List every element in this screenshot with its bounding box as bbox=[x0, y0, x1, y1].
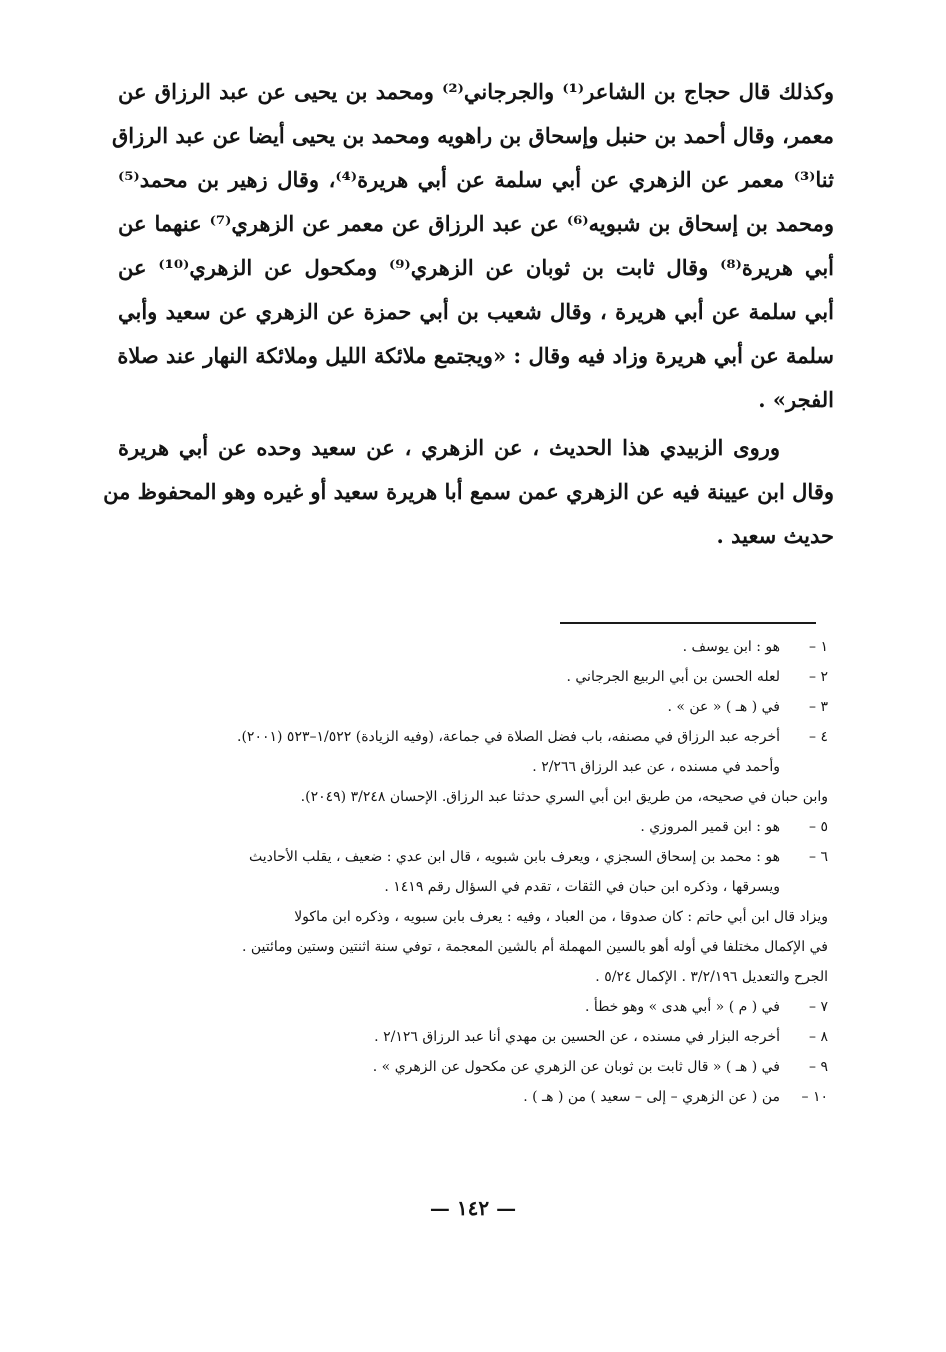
footnote bbox=[112, 1022, 828, 1052]
page-number: — ١٤٢ — bbox=[429, 1196, 517, 1220]
main-paragraph-1 bbox=[111, 70, 835, 422]
footnote-number: ٧ – bbox=[809, 999, 828, 1015]
footnote bbox=[112, 992, 828, 1022]
footnote-text: هو : محمد بن إسحاق السجزي ، ويعرف بابن شبويه ، قال ابن عدي : ضعيف ، يقلب الأحاديث bbox=[249, 849, 780, 865]
footnote-text: وأحمد في مسنده ، عن عبد الرزاق ٢/٢٦٦ . bbox=[532, 759, 780, 775]
main-paragraph-2 bbox=[103, 426, 834, 558]
footnote-text: هو : ابن يوسف . bbox=[682, 639, 780, 655]
footnote-text: الجرح والتعديل ٣/٢/١٩٦ . الإكمال ٥/٢٤ . bbox=[595, 969, 828, 985]
footnote-text: أخرجه عبد الرزاق في مصنفه، باب فضل الصلاة في جماعة، (وفيه الزيادة) ١/٥٢٢–٥٢٣ (٢٠٠١). bbox=[237, 729, 780, 745]
footnote-text: ويزاد قال ابن أبي حاتم : كان صدوقا ، من العباد ، وفيه : يعرف بابن سبويه ، وذكره ابن ماكولا bbox=[294, 909, 828, 925]
footnote-number: ٤ – bbox=[809, 729, 828, 745]
footnote-text: أخرجه البزار في مسنده ، عن الحسين بن مهدي أنا عبد الرزاق ٢/١٢٦ . bbox=[374, 1029, 780, 1045]
footnote-text: وابن حبان في صحيحه، من طريق ابن أبي السري حدثنا عبد الرزاق. الإحسان ٣/٢٤٨ (٢٠٤٩). bbox=[300, 789, 828, 805]
footnote bbox=[112, 662, 828, 692]
text-line: أبي هريرة⁽⁸⁾ وقال ثابت بن ثوبان عن الزهري⁽⁹⁾ ومكحول عن الزهري⁽¹⁰⁾ عن bbox=[118, 255, 835, 280]
footnotes bbox=[112, 632, 828, 1112]
footnote-number: ١ – bbox=[809, 639, 828, 655]
footnote-number: ٢ – bbox=[809, 669, 828, 685]
footnote bbox=[112, 1052, 828, 1082]
text-line: ثنا⁽³⁾ معمر عن الزهري عن أبي سلمة عن أبي هريرة⁽⁴⁾، وقال زهير بن محمد⁽⁵⁾ bbox=[118, 167, 834, 192]
footnote-text: في الإكمال مختلفا في أوله أهو بالسين المهملة أم بالشين المعجمة ، توفي سنة اثنتين وستين ومائتين . bbox=[241, 939, 828, 955]
footnote-text: في ( م ) « أبي هدى » وهو خطأ . bbox=[585, 999, 780, 1015]
footnote bbox=[112, 842, 828, 992]
text-line: ومحمد بن إسحاق بن شبويه⁽⁶⁾ عن عبد الرزاق عن معمر عن الزهري⁽⁷⁾ عنهما عن bbox=[118, 211, 834, 236]
footnote-text: في ( هـ ) « قال ثابت بن ثوبان عن الزهري عن مكحول عن الزهري » . bbox=[372, 1059, 780, 1075]
text-line: وروى الزبيدي هذا الحديث ، عن الزهري ، عن سعيد وحده عن أبي هريرة bbox=[118, 435, 780, 460]
footnote-text: هو : ابن قمير المروزي . bbox=[640, 819, 780, 835]
footnote-number: ٦ – bbox=[809, 849, 828, 865]
text-line: أبي سلمة عن أبي هريرة ، وقال شعيب بن أبي حمزة عن الزهري عن سعيد وأبي bbox=[118, 299, 834, 324]
footnote-text: ويسرقها ، وذكره ابن حبان في الثقات ، تقدم في السؤال رقم ١٤١٩ . bbox=[384, 879, 780, 895]
footnote bbox=[112, 692, 828, 722]
text-line: الفجر» . bbox=[758, 387, 834, 412]
footnote bbox=[112, 632, 828, 662]
footnote bbox=[112, 812, 828, 842]
text-line: معمر، وقال أحمد بن حنبل وإسحاق بن راهويه ومحمد بن يحيى أيضا عن عبد الرزاق bbox=[111, 123, 834, 148]
text-line: حديث سعيد . bbox=[716, 523, 834, 548]
footnote-number: ٣ – bbox=[809, 699, 828, 715]
footnote-number: ٨ – bbox=[809, 1029, 828, 1045]
text-line: وكذلك قال حجاج بن الشاعر⁽¹⁾ والجرجاني⁽²⁾ ومحمد بن يحيى عن عبد الرزاق عن bbox=[118, 79, 834, 104]
footnote bbox=[112, 722, 828, 812]
footnote-number: ٥ – bbox=[809, 819, 828, 835]
footnote bbox=[112, 1082, 828, 1112]
text-line: وقال ابن عيينة فيه عن الزهري عمن سمع أبا هريرة سعيد أو غيره وهو المحفوظ من bbox=[103, 479, 834, 504]
text-line: سلمة عن أبي هريرة وزاد فيه وقال : «ويجتمع ملائكة الليل وملائكة النهار عند صلاة bbox=[117, 343, 834, 368]
footnote-text: لعله الحسن بن أبي الربيع الجرجاني . bbox=[566, 669, 780, 685]
footnote-number: ١٠ – bbox=[801, 1089, 828, 1105]
footnote-text: من ( عن الزهري – إلى – سعيد ) من ( هـ ) . bbox=[523, 1089, 780, 1105]
footnote-number: ٩ – bbox=[809, 1059, 828, 1075]
footnote-text: في ( هـ ) « عن » . bbox=[667, 699, 780, 715]
footnote-separator bbox=[560, 622, 816, 624]
